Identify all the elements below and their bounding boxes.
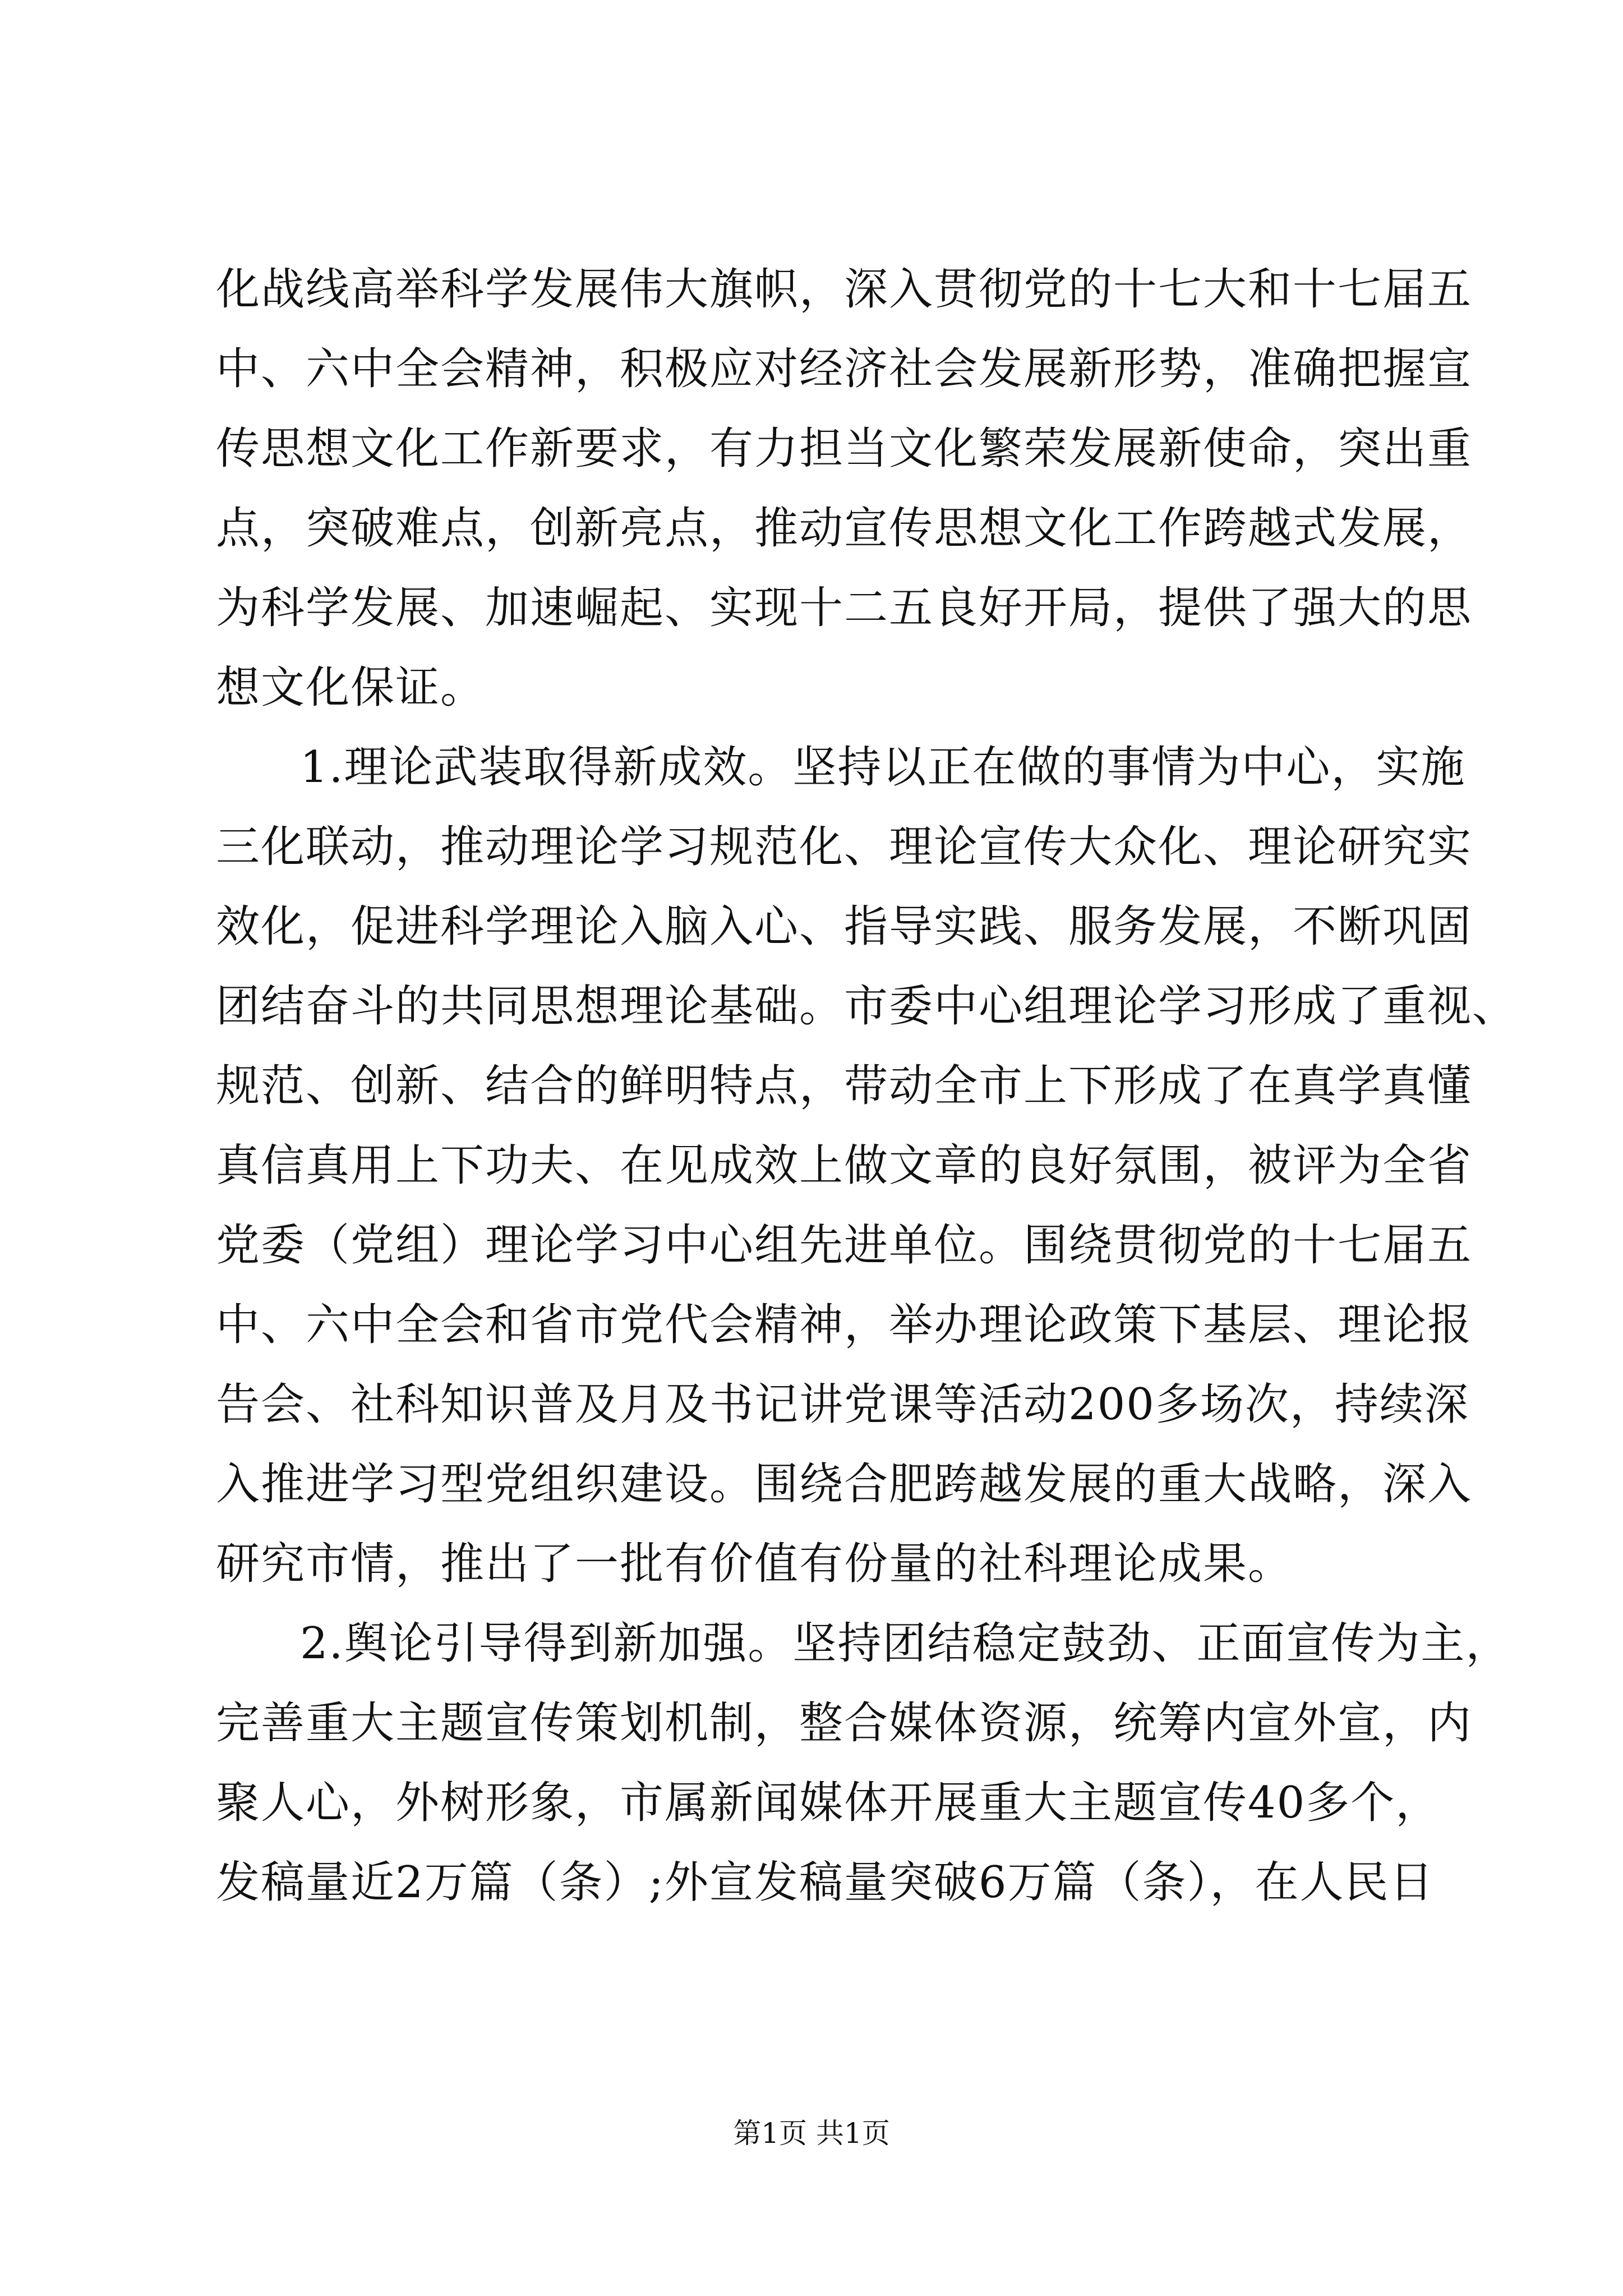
paragraph (216, 250, 1473, 728)
document-body (216, 250, 1518, 1922)
text-line: 告会、社科知识普及月及书记讲党课等活动200多场次，持续深 (216, 1379, 1469, 1430)
text-line: 中、六中全会精神，积极应对经济社会发展新形势，准确把握宣 (216, 344, 1473, 394)
text-line: 点，突破难点，创新亮点，推动宣传思想文化工作跨越式发展， (216, 503, 1473, 554)
text-line: 发稿量近2万篇（条）;外宣发稿量突破6万篇（条），在人民日 (216, 1857, 1435, 1908)
text-line: 中、六中全会和省市党代会精神，举办理论政策下基层、理论报 (216, 1300, 1473, 1350)
text-line: 1.理论武装取得新成效。坚持以正在做的事情为中心，实施 (300, 742, 1466, 793)
text-line: 团结奋斗的共同思想理论基础。市委中心组理论学习形成了重视、 (216, 981, 1518, 1032)
page-footer: 第1页 共1页 (733, 2117, 890, 2150)
text-line: 党委（党组）理论学习中心组先进单位。围绕贯彻党的十七届五 (216, 1220, 1473, 1271)
text-line: 效化，促进科学理论入脑入心、指导实践、服务发展，不断巩固 (216, 901, 1473, 952)
text-line: 化战线高举科学发展伟大旗帜，深入贯彻党的十七大和十七届五 (216, 264, 1473, 315)
text-line: 真信真用上下功夫、在见成效上做文章的良好氛围，被评为全省 (216, 1140, 1473, 1191)
text-line: 入推进学习型党组织建设。围绕合肥跨越发展的重大战略，深入 (216, 1459, 1473, 1510)
text-line: 规范、创新、结合的鲜明特点，带动全市上下形成了在真学真懂 (216, 1061, 1473, 1111)
text-line: 传思想文化工作新要求，有力担当文化繁荣发展新使命，突出重 (216, 424, 1473, 474)
text-line: 想文化保证。 (216, 662, 486, 713)
text-line: 聚人心，外树形象，市属新闻媒体开展重大主题宣传40多个， (216, 1778, 1441, 1828)
text-line: 研究市情，推出了一批有价值有份量的社科理论成果。 (216, 1539, 1293, 1589)
paragraph (216, 728, 1518, 1604)
text-line: 完善重大主题宣传策划机制，整合媒体资源，统筹内宣外宣，内 (216, 1698, 1473, 1749)
text-line: 三化联动，推动理论学习规范化、理论宣传大众化、理论研究实 (216, 822, 1473, 872)
text-line: 为科学发展、加速崛起、实现十二五良好开局，提供了强大的思 (216, 583, 1473, 633)
paragraph (216, 1604, 1511, 1922)
text-line: 2.舆论引导得到新加强。坚持团结稳定鼓劲、正面宣传为主， (300, 1618, 1511, 1669)
